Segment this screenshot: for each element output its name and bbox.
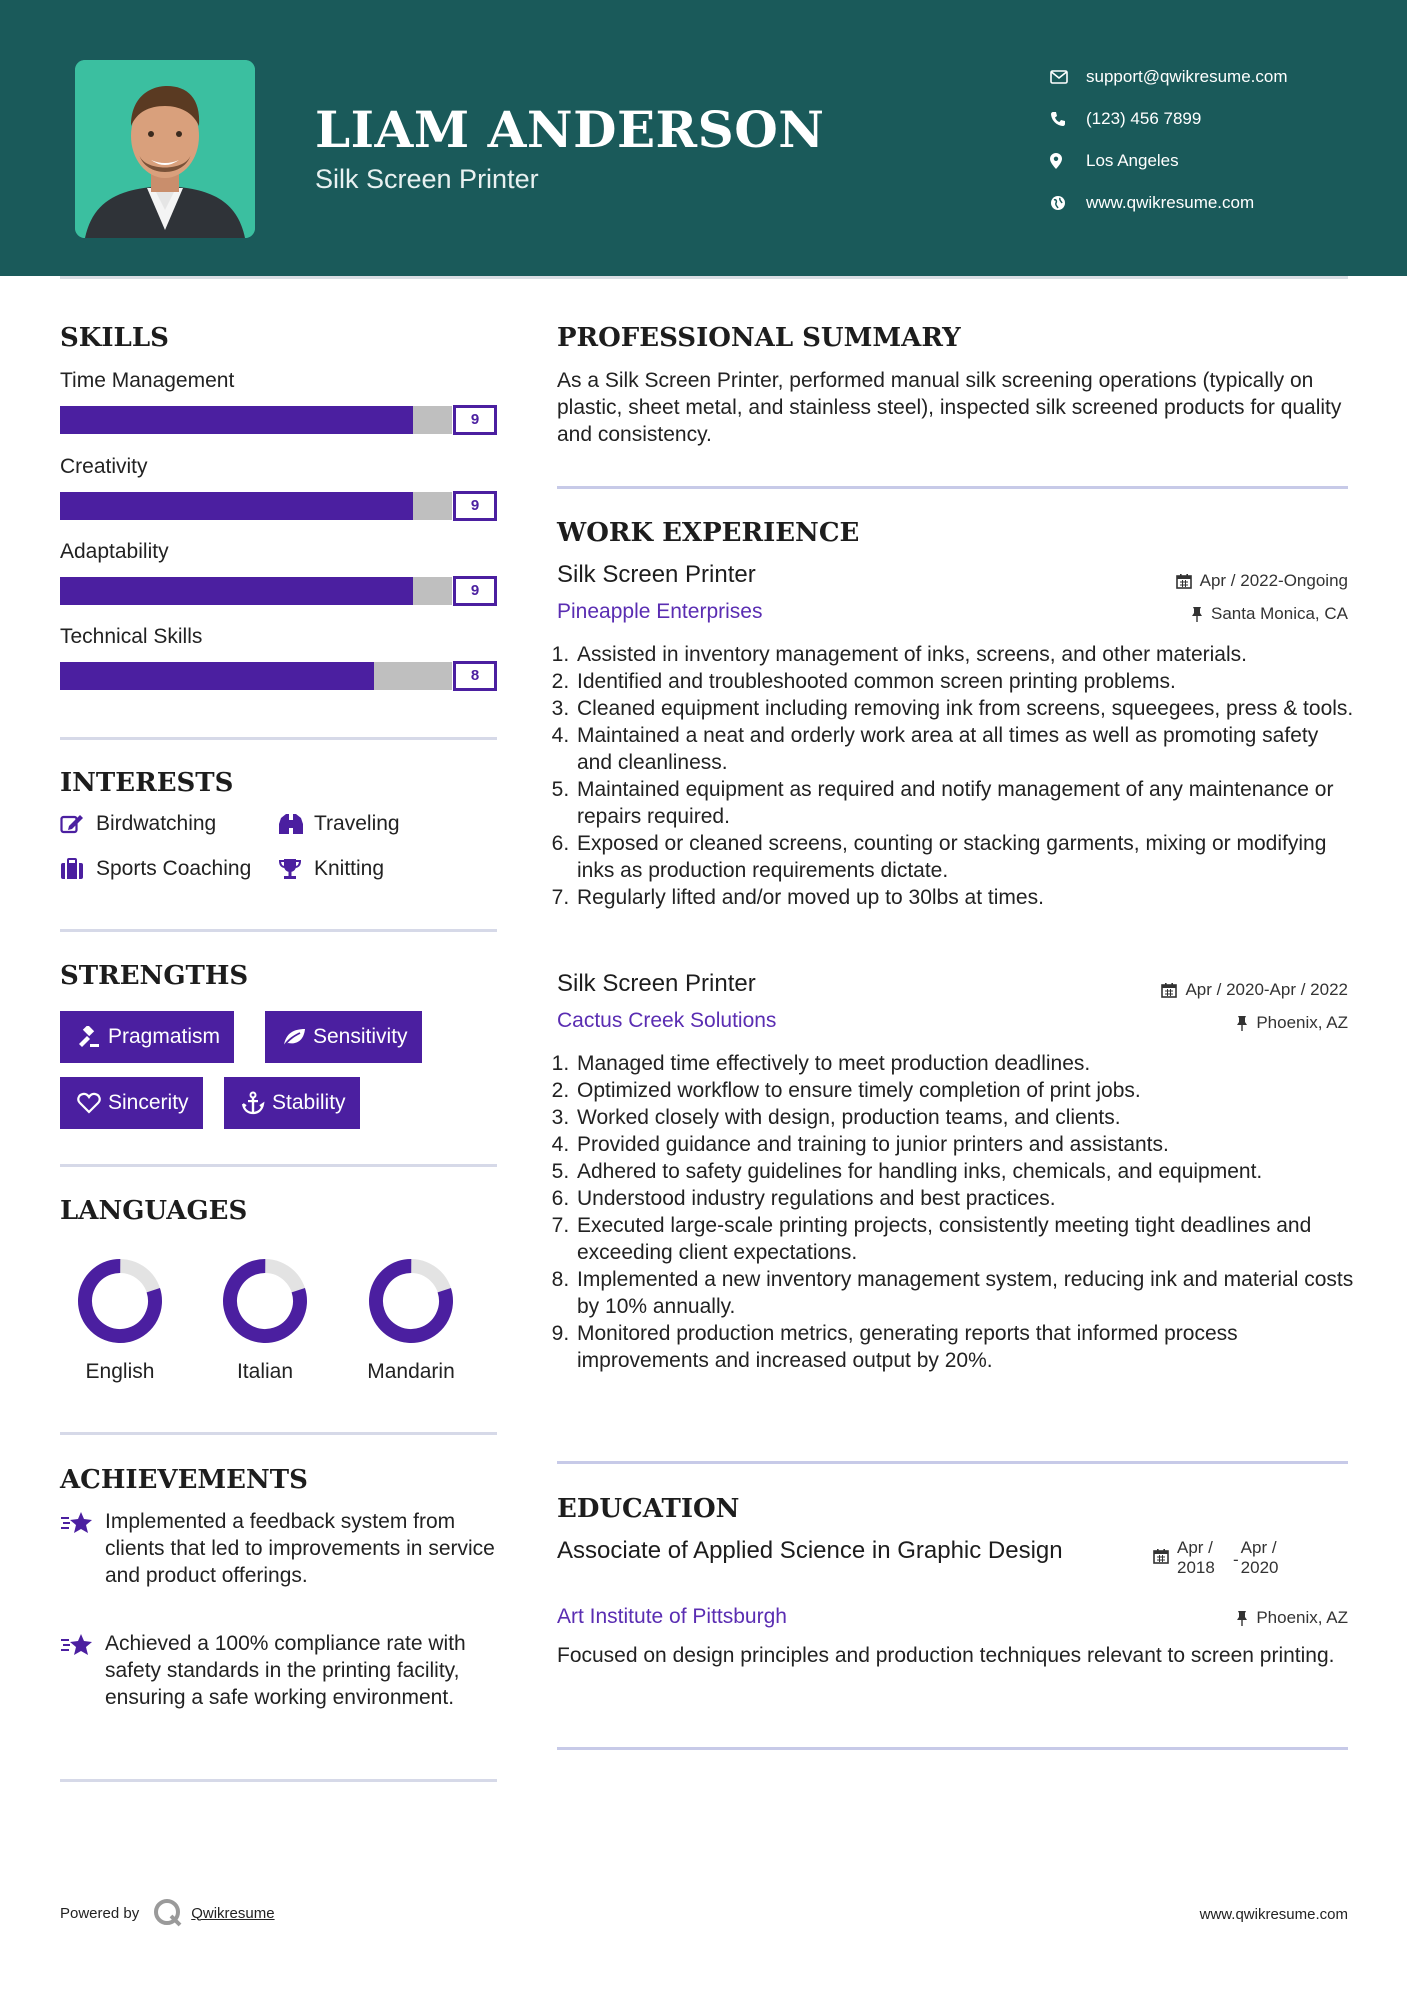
duty-item: 1. Assisted in inventory management of inks, screens, and other materials. <box>575 641 1357 668</box>
skill-label: Time Management <box>60 369 235 392</box>
education-location <box>1236 1608 1348 1628</box>
interest-item <box>60 857 251 881</box>
language-label: Mandarin <box>367 1360 455 1383</box>
summary-heading: PROFESSIONAL SUMMARY <box>557 323 961 353</box>
duty-item: 2. Optimized workflow to ensure timely completion of print jobs. <box>575 1077 1357 1104</box>
shooting-star-icon <box>60 1630 105 1711</box>
job-date <box>1161 980 1348 1000</box>
strength-tag <box>265 1011 422 1063</box>
school-name: Art Institute of Pittsburgh <box>557 1605 787 1628</box>
job-location <box>1236 1013 1348 1033</box>
education-date <box>1153 1538 1285 1578</box>
profile-photo <box>75 60 255 238</box>
achievement-item <box>60 1630 500 1711</box>
duty-item: 1. Managed time effectively to meet production deadlines. <box>575 1050 1357 1077</box>
interest-label: Sports Coaching <box>96 857 252 880</box>
duty-item: 9. Monitored production metrics, generating reports that informed process improvements and increased output by 20%. <box>575 1320 1357 1374</box>
language-item <box>205 1256 325 1384</box>
phone-icon <box>1050 109 1086 129</box>
job-location-text: Santa Monica, CA <box>1210 604 1348 623</box>
skill-fill <box>60 406 413 434</box>
interest-item <box>60 812 216 836</box>
skills-heading: SKILLS <box>60 323 169 353</box>
briefcase-icon <box>60 858 96 880</box>
calendar-icon <box>1153 1548 1169 1569</box>
strength-tag <box>60 1011 234 1063</box>
achievement-item <box>60 1508 500 1589</box>
interest-label: Traveling <box>314 812 400 835</box>
duty-item: 4. Provided guidance and training to junior printers and assistants. <box>575 1131 1357 1158</box>
job-title: Silk Screen Printer <box>557 970 756 997</box>
duty-item: 8. Implemented a new inventory management system, reducing ink and material costs by 10% annually. <box>575 1266 1357 1320</box>
education-start: Apr / 2018 <box>1177 1538 1215 1577</box>
education-description: Focused on design principles and production techniques relevant to screen printing. <box>557 1644 1335 1667</box>
pushpin-icon <box>1191 606 1203 622</box>
envelope-icon <box>1050 67 1086 87</box>
degree-title: Associate of Applied Science in Graphic Design <box>557 1537 1063 1564</box>
pushpin-icon <box>1236 1610 1248 1626</box>
summary-text: As a Silk Screen Printer, performed manual silk screening operations (typically on plastic, sheet metal, and stainless steel), inspected silk screened products for quality and consistency. <box>557 369 1342 446</box>
contact-phone-text: (123) 456 7899 <box>1086 109 1202 128</box>
education-date-dash: - <box>1233 1550 1239 1569</box>
duty-item: 5. Adhered to safety guidelines for handling inks, chemicals, and equipment. <box>575 1158 1357 1185</box>
contact-website[interactable] <box>1050 182 1288 224</box>
leaf-icon <box>275 1027 313 1047</box>
job-location-text: Phoenix, AZ <box>1256 1013 1348 1032</box>
job-duties <box>557 641 1357 911</box>
language-item <box>351 1256 471 1384</box>
strength-tag <box>224 1077 360 1129</box>
qwikresume-logo-icon <box>153 1898 183 1928</box>
heart-icon <box>70 1092 108 1114</box>
duty-item: 5. Maintained equipment as required and notify management of any maintenance or repairs required. <box>575 776 1357 830</box>
strength-label: Stability <box>272 1091 346 1114</box>
skill-fill <box>60 577 413 605</box>
candidate-name: LIAM ANDERSON <box>315 100 825 159</box>
footer-url[interactable]: www.qwikresume.com <box>1199 1906 1348 1923</box>
skill-label: Creativity <box>60 455 148 478</box>
duty-item: 2. Identified and troubleshooted common screen printing problems. <box>575 668 1357 695</box>
skill-label: Technical Skills <box>60 625 203 648</box>
contact-email[interactable] <box>1050 56 1288 98</box>
duty-item: 7. Regularly lifted and/or moved up to 30lbs at times. <box>575 884 1357 911</box>
language-ring <box>366 1256 456 1346</box>
language-label: Italian <box>236 1360 294 1383</box>
skill-bar <box>60 491 497 521</box>
calendar-icon <box>1161 982 1177 998</box>
interest-item <box>278 812 400 836</box>
edit-icon <box>60 813 96 835</box>
job-location <box>1191 604 1348 624</box>
strength-label: Pragmatism <box>108 1025 221 1048</box>
footer-powered-by <box>60 1898 275 1928</box>
skill-score: 9 <box>453 405 497 435</box>
interests-heading: INTERESTS <box>60 768 234 798</box>
section-divider <box>557 1747 1348 1750</box>
job-date <box>1176 571 1348 591</box>
duty-item: 3. Worked closely with design, production teams, and clients. <box>575 1104 1357 1131</box>
achievements-heading: ACHIEVEMENTS <box>60 1465 308 1495</box>
map-pin-icon <box>1050 151 1086 171</box>
duty-item: 6. Understood industry regulations and best practices. <box>575 1185 1357 1212</box>
education-end: Apr / 2020 <box>1240 1538 1279 1577</box>
pushpin-icon <box>1236 1015 1248 1031</box>
strength-label: Sensitivity <box>313 1025 408 1048</box>
gavel-icon <box>70 1026 108 1048</box>
trophy-icon <box>278 857 314 881</box>
section-divider <box>60 737 497 740</box>
job-date-text: Apr / 2020-Apr / 2022 <box>1185 980 1348 999</box>
binoculars-icon <box>278 812 314 836</box>
languages-heading: LANGUAGES <box>60 1196 248 1226</box>
contact-location-text: Los Angeles <box>1086 151 1179 170</box>
strength-tag <box>60 1077 203 1129</box>
language-ring <box>75 1256 165 1346</box>
job-title: Silk Screen Printer <box>557 561 756 588</box>
duty-item: 7. Executed large-scale printing projects, consistently meeting tight deadlines and exceeding client expectations. <box>575 1212 1357 1266</box>
duty-item: 3. Cleaned equipment including removing ink from screens, squeegees, press & tools. <box>575 695 1357 722</box>
experience-heading: WORK EXPERIENCE <box>557 518 860 548</box>
anchor-icon <box>234 1091 272 1115</box>
language-ring <box>220 1256 310 1346</box>
skill-label: Adaptability <box>60 540 169 563</box>
header-divider <box>60 276 1348 279</box>
section-divider <box>557 486 1348 489</box>
job-company: Pineapple Enterprises <box>557 600 763 623</box>
section-divider <box>60 1432 497 1435</box>
interest-label: Knitting <box>314 857 385 880</box>
skill-fill <box>60 662 374 690</box>
contact-location <box>1050 140 1288 182</box>
section-divider <box>557 1461 1348 1464</box>
strengths-heading: STRENGTHS <box>60 961 249 991</box>
section-divider <box>60 1164 497 1167</box>
language-label: English <box>85 1360 155 1383</box>
section-divider <box>60 929 497 932</box>
contact-email-text: support@qwikresume.com <box>1086 67 1288 86</box>
language-item <box>60 1256 180 1384</box>
skill-score: 9 <box>453 491 497 521</box>
job-company: Cactus Creek Solutions <box>557 1009 777 1032</box>
skill-score: 8 <box>453 661 497 691</box>
qwikresume-link[interactable]: Qwikresume <box>191 1904 275 1922</box>
strength-label: Sincerity <box>108 1091 189 1114</box>
job-duties <box>557 1050 1357 1374</box>
education-heading: EDUCATION <box>557 1494 740 1524</box>
achievement-text: Achieved a 100% compliance rate with safety standards in the printing facility, ensuring a safe working environment. <box>105 1632 466 1709</box>
shooting-star-icon <box>60 1508 105 1589</box>
job-date-text: Apr / 2022-Ongoing <box>1199 571 1348 590</box>
education-location-text: Phoenix, AZ <box>1256 1608 1348 1627</box>
achievement-text: Implemented a feedback system from clients that led to improvements in service and product offerings. <box>105 1510 495 1587</box>
calendar-icon <box>1176 573 1192 589</box>
skill-fill <box>60 492 413 520</box>
skill-score: 9 <box>453 576 497 606</box>
section-divider <box>60 1779 497 1782</box>
interest-item <box>278 857 384 881</box>
skill-bar <box>60 576 497 606</box>
contact-phone[interactable] <box>1050 98 1288 140</box>
candidate-title: Silk Screen Printer <box>315 164 539 194</box>
skill-bar <box>60 661 497 691</box>
contact-website-text: www.qwikresume.com <box>1086 193 1255 212</box>
powered-by-label: Powered by <box>60 1904 140 1922</box>
duty-item: 4. Maintained a neat and orderly work area at all times as well as promoting safety and cleanliness. <box>575 722 1357 776</box>
skill-bar <box>60 405 497 435</box>
interest-label: Birdwatching <box>96 812 217 835</box>
globe-icon <box>1050 193 1086 213</box>
contact-list <box>1050 56 1288 224</box>
duty-item: 6. Exposed or cleaned screens, counting or stacking garments, mixing or modifying inks as production requirements dictate. <box>575 830 1357 884</box>
